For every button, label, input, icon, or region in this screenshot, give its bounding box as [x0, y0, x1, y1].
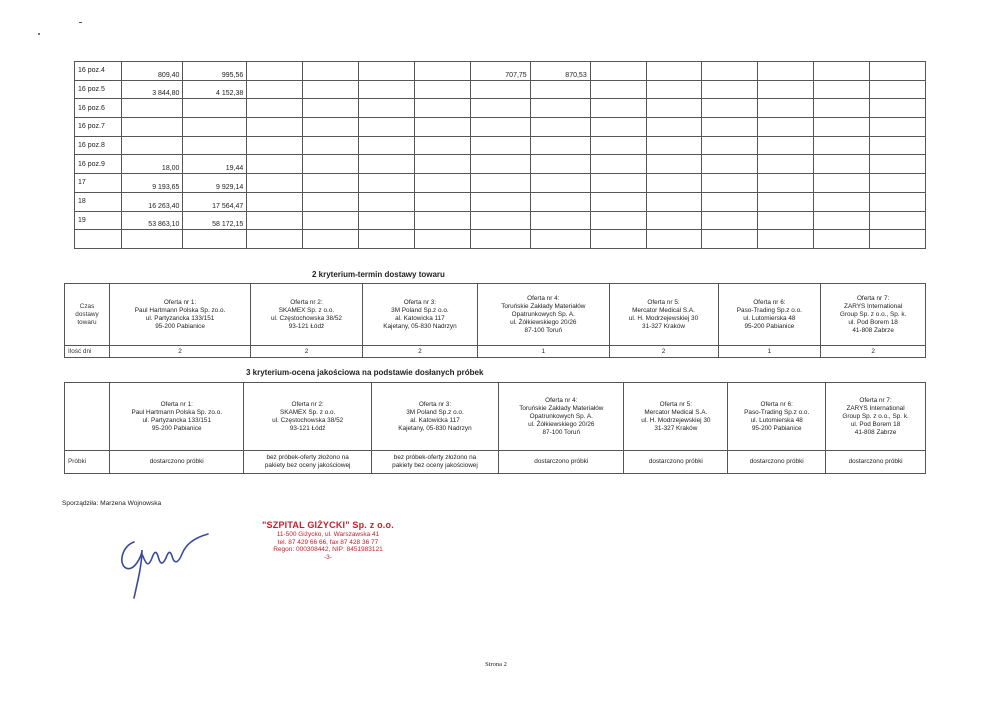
price-cell: 707,75	[470, 62, 530, 81]
table-row	[75, 99, 926, 118]
price-cell	[183, 99, 247, 118]
offer-address-line: 93-121 Łódź	[288, 322, 325, 330]
empty-cell	[590, 80, 646, 99]
empty-cell	[758, 174, 814, 193]
price-cell: 870,53	[530, 62, 590, 81]
sample-quality-table	[64, 382, 926, 474]
empty-cell	[590, 211, 646, 230]
empty-cell	[870, 118, 926, 137]
empty-cell	[247, 80, 303, 99]
offer-address-line: 95-200 Pabianice	[151, 424, 202, 432]
scan-speck	[38, 33, 40, 35]
offer-address-line: ul. Lutomierska 48	[743, 314, 796, 322]
empty-cell	[814, 80, 870, 99]
price-cell	[121, 230, 183, 249]
offer-address-line: Opatrunkowych Sp. A.	[529, 412, 593, 420]
empty-cell	[247, 99, 303, 118]
row-label: 16 poz.8	[75, 136, 122, 155]
delivery-days-cell: 2	[110, 346, 251, 358]
price-cell	[121, 136, 183, 155]
empty-header-cell	[65, 383, 110, 451]
offer-address-line: 31-327 Kraków	[642, 322, 685, 330]
price-cell	[530, 211, 590, 230]
empty-cell	[646, 192, 702, 211]
offer-address-line: al. Katowicka 117	[410, 416, 460, 424]
offer-number: Oferta nr 2:	[291, 400, 324, 408]
sample-status-line: dostarczono próbki	[534, 458, 589, 465]
empty-cell	[303, 230, 359, 249]
price-cell	[183, 230, 247, 249]
price-cell: 9 929,14	[183, 174, 247, 193]
empty-cell	[870, 136, 926, 155]
empty-cell	[814, 118, 870, 137]
offer-address-line: 95-200 Pabianice	[751, 424, 802, 432]
offer-address-line: 41-808 Zabrze	[852, 326, 894, 334]
delivery-days-cell: 2	[609, 346, 718, 358]
price-cell	[530, 99, 590, 118]
offer-address-line: 87-100 Toruń	[524, 326, 563, 334]
empty-cell	[646, 118, 702, 137]
row-label: Ilość dni	[65, 346, 110, 358]
empty-cell	[358, 99, 414, 118]
delivery-days-cell: 1	[718, 346, 821, 358]
offer-number: Oferta nr 6:	[753, 298, 786, 306]
handwritten-signature	[112, 524, 222, 604]
empty-cell	[702, 62, 758, 81]
price-cell: 58 172,15	[183, 211, 247, 230]
sample-status-cell	[826, 451, 926, 474]
empty-cell	[870, 230, 926, 249]
empty-cell	[758, 80, 814, 99]
offer-address-line: SKAMEX Sp. z o.o.	[278, 306, 335, 314]
empty-cell	[702, 136, 758, 155]
empty-cell	[814, 155, 870, 174]
section3-title: 3 kryterium-ocena jakościowa na podstawie dosłanych próbek	[246, 368, 484, 377]
price-cell: 809,40	[121, 62, 183, 81]
empty-cell	[702, 211, 758, 230]
table-row	[75, 118, 926, 137]
price-table	[74, 61, 926, 249]
scan-speck	[79, 22, 82, 23]
offer-address-line: al. Katowicka 117	[395, 314, 445, 322]
empty-cell	[758, 136, 814, 155]
table-row	[75, 136, 926, 155]
empty-cell	[758, 192, 814, 211]
price-cell	[530, 80, 590, 99]
offer-address-line: ul. Częstochowska 38/52	[270, 314, 342, 322]
page-footer: Strona 2	[485, 661, 507, 668]
price-cell	[470, 230, 530, 249]
empty-cell	[702, 155, 758, 174]
offer-header-cell	[251, 284, 363, 346]
offer-header-cell	[244, 383, 371, 451]
offer-number: Oferta nr 4:	[527, 294, 560, 302]
price-cell	[530, 192, 590, 211]
offer-header-cell	[624, 383, 728, 451]
empty-cell	[702, 174, 758, 193]
empty-cell	[303, 155, 359, 174]
price-cell	[530, 118, 590, 137]
row-label: 16 poz.9	[75, 155, 122, 174]
empty-cell	[414, 192, 470, 211]
sample-status-cell	[624, 451, 728, 474]
offer-number: Oferta nr 7:	[856, 294, 890, 302]
empty-cell	[758, 62, 814, 81]
empty-cell	[870, 99, 926, 118]
empty-cell	[590, 62, 646, 81]
offer-number: Oferta nr 2:	[290, 298, 323, 306]
sample-status-line: bez próbek-oferty złożono na	[266, 454, 349, 461]
empty-cell	[358, 211, 414, 230]
offer-address-line: Toruńskie Zakłady Materiałów	[519, 404, 604, 412]
delivery-days-cell: 2	[362, 346, 477, 358]
empty-cell	[702, 230, 758, 249]
empty-cell	[758, 155, 814, 174]
offer-number: Oferta nr 5:	[659, 400, 692, 408]
empty-cell	[870, 80, 926, 99]
empty-cell	[358, 155, 414, 174]
offer-number: Oferta nr 6:	[760, 400, 793, 408]
empty-cell	[758, 99, 814, 118]
offer-header-cell	[110, 284, 251, 346]
table-row	[75, 62, 926, 81]
price-cell	[183, 136, 247, 155]
empty-cell	[303, 192, 359, 211]
offer-header-cell	[478, 284, 609, 346]
offer-header-cell	[826, 383, 926, 451]
offer-address-line: Group Sp. z o.o., Sp. k.	[842, 412, 909, 420]
empty-cell	[646, 80, 702, 99]
empty-cell	[646, 211, 702, 230]
empty-cell	[870, 62, 926, 81]
offer-number: Oferta nr 1:	[160, 400, 193, 408]
table-row	[75, 192, 926, 211]
row-label: 18	[75, 192, 122, 211]
row-label: 17	[75, 174, 122, 193]
empty-cell	[247, 118, 303, 137]
empty-cell	[247, 174, 303, 193]
price-cell	[470, 174, 530, 193]
offer-address-line: 95-200 Pabianice	[744, 322, 795, 330]
empty-cell	[414, 62, 470, 81]
empty-cell	[358, 136, 414, 155]
offer-address-line: 87-100 Toruń	[542, 428, 581, 436]
sample-status-line: dostarczono próbki	[149, 458, 204, 465]
offer-address-line: SKAMEX Sp. z o.o.	[279, 408, 336, 416]
empty-cell	[590, 136, 646, 155]
price-cell	[121, 99, 183, 118]
empty-cell	[814, 230, 870, 249]
empty-cell	[814, 62, 870, 81]
empty-cell	[358, 230, 414, 249]
empty-cell	[414, 118, 470, 137]
offer-address-line: Kajetany, 05-830 Nadrzyn	[383, 322, 457, 330]
offer-address-line: Paul Hartmann Polska Sp. zo.o.	[134, 306, 226, 314]
offer-address-line: ZARYS International	[846, 404, 905, 412]
empty-cell	[590, 174, 646, 193]
sample-status-cell	[110, 451, 244, 474]
offer-address-line: ul. Żółkiewskiego 20/26	[528, 420, 595, 428]
empty-cell	[303, 118, 359, 137]
row-label: 16 poz.5	[75, 80, 122, 99]
empty-cell	[814, 192, 870, 211]
offer-address-line: Mercator Medical S.A.	[632, 306, 695, 314]
price-cell	[530, 174, 590, 193]
empty-cell	[303, 62, 359, 81]
offer-number: Oferta nr 5:	[647, 298, 680, 306]
sample-status-line: dostarczono próbki	[749, 458, 804, 465]
price-cell	[530, 230, 590, 249]
empty-cell	[414, 174, 470, 193]
row-label: Próbki	[65, 451, 110, 474]
empty-cell	[414, 99, 470, 118]
price-cell: 53 863,10	[121, 211, 183, 230]
row-label: 16 poz.7	[75, 118, 122, 137]
empty-cell	[758, 230, 814, 249]
offer-address-line: Opatrunkowych Sp. A.	[511, 310, 575, 318]
offer-address-line: ul. Partyzancka 133/151	[145, 314, 215, 322]
price-cell: 3 844,80	[121, 80, 183, 99]
empty-cell	[702, 192, 758, 211]
offer-address-line: 41-808 Zabrze	[854, 428, 897, 436]
price-cell	[470, 155, 530, 174]
offer-address-line: Paso-Trading Sp.z o.o.	[736, 306, 802, 314]
price-cell: 16 263,40	[121, 192, 183, 211]
offer-address-line: ul. Pod Borem 18	[848, 318, 898, 326]
offer-number: Oferta nr 3:	[418, 400, 452, 408]
empty-cell	[590, 118, 646, 137]
row-label: 16 poz.4	[75, 62, 122, 81]
price-cell	[470, 136, 530, 155]
offer-address-line: Group Sp. z o.o., Sp. k.	[839, 310, 907, 318]
empty-cell	[814, 174, 870, 193]
empty-cell	[702, 99, 758, 118]
offer-address-line: Paso-Trading Sp.z o.o.	[744, 408, 810, 416]
sample-status-line: dostarczono próbki	[848, 458, 903, 465]
offer-address-line: Mercator Medical S.A.	[644, 408, 708, 416]
price-cell	[470, 211, 530, 230]
price-cell: 17 564,47	[183, 192, 247, 211]
offer-address-line: ul. H. Modrzejewskiej 30	[641, 416, 711, 424]
empty-cell	[414, 155, 470, 174]
row-label: 16 poz.6	[75, 99, 122, 118]
prepared-by: Sporządziła: Marzena Wojnowska	[62, 500, 162, 507]
offer-address-line: 31-327 Kraków	[654, 424, 698, 432]
sample-status-line: pakiety bez oceny jakościowej	[392, 462, 478, 469]
offer-address-line: 95-200 Pabianice	[155, 322, 205, 330]
price-cell	[530, 136, 590, 155]
offer-address-line: ul. Pod Borem 18	[850, 420, 901, 428]
delivery-days-cell: 1	[478, 346, 609, 358]
sample-status-cell	[244, 451, 371, 474]
offer-header-cell	[362, 284, 477, 346]
empty-cell	[358, 80, 414, 99]
empty-cell	[414, 211, 470, 230]
delivery-header-cell: Czas dostawy towaru	[65, 284, 110, 346]
section2-title: 2 kryterium-termin dostawy towaru	[312, 270, 445, 279]
price-cell	[470, 192, 530, 211]
empty-cell	[590, 99, 646, 118]
price-cell	[470, 99, 530, 118]
price-cell: 18,00	[121, 155, 183, 174]
table-row	[75, 230, 926, 249]
empty-cell	[646, 99, 702, 118]
offer-address-line: 3M Poland Sp.z o.o.	[406, 408, 464, 416]
empty-cell	[870, 192, 926, 211]
empty-cell	[870, 155, 926, 174]
row-label	[75, 230, 122, 249]
empty-cell	[303, 99, 359, 118]
empty-cell	[814, 99, 870, 118]
empty-cell	[303, 211, 359, 230]
empty-cell	[702, 118, 758, 137]
offer-header-cell	[718, 284, 821, 346]
empty-cell	[303, 80, 359, 99]
empty-cell	[590, 155, 646, 174]
empty-cell	[646, 136, 702, 155]
price-cell	[121, 118, 183, 137]
empty-cell	[590, 192, 646, 211]
offer-address-line: Kajetany, 05-830 Nadrzyn	[398, 424, 472, 432]
offer-address-line: ul. Częstochowska 38/52	[272, 416, 344, 424]
offer-header-cell	[728, 383, 826, 451]
empty-cell	[758, 211, 814, 230]
price-cell: 995,56	[183, 62, 247, 81]
delivery-time-table	[64, 283, 926, 358]
empty-cell	[814, 211, 870, 230]
company-stamp: "SZPITAL GIŻYCKI" Sp. z o.o. 11-500 Giżycko, ul. Warszawska 41 tel. 87 429 66 66, fax 87 428 36 77 Regon: 000308442, NIP: 8451983121 -3-	[262, 520, 394, 562]
sample-status-cell	[499, 451, 624, 474]
empty-cell	[247, 230, 303, 249]
empty-cell	[646, 155, 702, 174]
offer-header-cell	[609, 284, 718, 346]
empty-cell	[646, 62, 702, 81]
price-cell	[530, 155, 590, 174]
empty-cell	[414, 230, 470, 249]
table-row	[75, 174, 926, 193]
empty-cell	[247, 192, 303, 211]
row-label: 19	[75, 211, 122, 230]
sample-status-cell	[371, 451, 498, 474]
empty-cell	[814, 136, 870, 155]
sample-status-line: bez próbek-oferty złożono na	[393, 454, 477, 461]
offer-address-line: ul. Lutomierska 48	[750, 416, 803, 424]
empty-cell	[414, 80, 470, 99]
offer-number: Oferta nr 3:	[403, 298, 437, 306]
sample-status-line: pakiety bez oceny jakościowej	[264, 462, 351, 469]
offer-header-cell	[371, 383, 498, 451]
table-row	[75, 211, 926, 230]
empty-cell	[247, 211, 303, 230]
offer-address-line: ul. Żółkiewskiego 20/26	[510, 318, 577, 326]
offer-header-cell	[499, 383, 624, 451]
offer-number: Oferta nr 4:	[545, 396, 578, 404]
empty-cell	[590, 230, 646, 249]
empty-cell	[870, 211, 926, 230]
empty-cell	[247, 136, 303, 155]
offer-header-cell	[110, 383, 244, 451]
empty-cell	[358, 62, 414, 81]
offer-header-cell	[821, 284, 926, 346]
offer-address-line: 3M Poland Sp.z o.o.	[391, 306, 449, 314]
price-cell	[470, 118, 530, 137]
price-cell: 4 152,38	[183, 80, 247, 99]
offer-address-line: ul. Partyzancka 133/151	[142, 416, 212, 424]
empty-cell	[303, 136, 359, 155]
empty-cell	[702, 80, 758, 99]
price-cell	[183, 118, 247, 137]
delivery-days-cell: 2	[821, 346, 926, 358]
empty-cell	[303, 174, 359, 193]
empty-cell	[358, 192, 414, 211]
price-cell	[470, 80, 530, 99]
offer-address-line: 93-121 Łódź	[289, 424, 326, 432]
offer-address-line: Toruńskie Zakłady Materiałów	[501, 302, 586, 310]
empty-cell	[646, 174, 702, 193]
offer-address-line: ZARYS International	[844, 302, 903, 310]
empty-cell	[358, 118, 414, 137]
sample-status-line: dostarczono próbki	[648, 458, 703, 465]
empty-cell	[646, 230, 702, 249]
price-cell: 9 193,65	[121, 174, 183, 193]
empty-cell	[358, 174, 414, 193]
table-row	[75, 80, 926, 99]
offer-number: Oferta nr 7:	[859, 396, 892, 404]
price-cell: 19,44	[183, 155, 247, 174]
empty-cell	[247, 62, 303, 81]
offer-address-line: ul. H. Modrzejewskiej 30	[628, 314, 699, 322]
offer-address-line: Paul Hartmann Polska Sp. zo.o.	[131, 408, 223, 416]
sample-status-cell	[728, 451, 826, 474]
empty-cell	[870, 174, 926, 193]
empty-cell	[414, 136, 470, 155]
offer-number: Oferta nr 1:	[163, 298, 197, 306]
empty-cell	[758, 118, 814, 137]
delivery-days-cell: 2	[251, 346, 363, 358]
table-row	[75, 155, 926, 174]
empty-cell	[247, 155, 303, 174]
